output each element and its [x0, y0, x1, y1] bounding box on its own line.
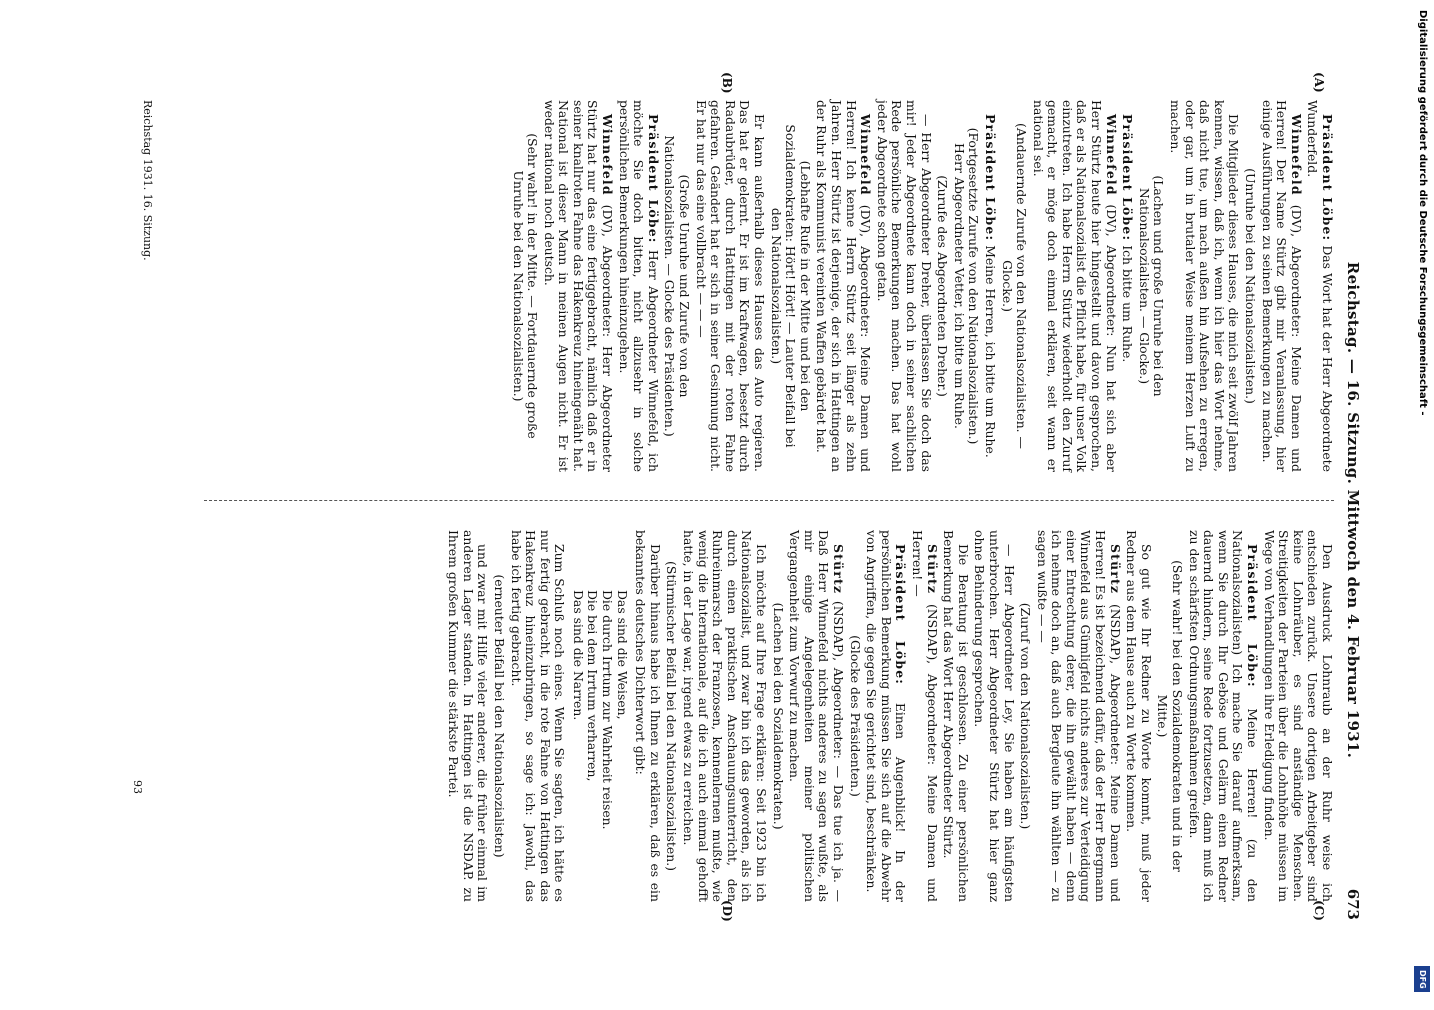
paragraph-text: (DV), Abgeordneter: Meine Damen und Herren! Der Name Stürtz gibt mir Veranlassung, hier einige Ausführungen zu seinen Bemerkungen zu machen. — [1259, 100, 1304, 472]
speaker-name: Präsident Löbe: — [893, 544, 909, 686]
interjection — [847, 548, 862, 884]
speech-paragraph — [787, 530, 845, 902]
speaker-name: Präsident Löbe: — [982, 114, 998, 242]
paragraph-text: (Sehr wahr! bei den Sozialdemokraten und in der Mitte.) — [1155, 560, 1186, 872]
margin-letter-c: (C) — [1312, 900, 1326, 921]
interjection — [951, 118, 980, 454]
interjection — [510, 118, 539, 454]
paragraph-text: (Unruhe bei den Nationalsozialisten.) — [1243, 168, 1259, 404]
paragraph-text: Meine Herren! (zu den Nationalsozialisten) Ich mache Sie darauf aufmerksam, wenn Sie durch Ihr Geböse und Gelärm einen Redner dauernd hindern, seine Rede fortzusetzen, dann muß ich zu den schärfsten Ordnungsmaßnahmen greifen. — [1186, 530, 1261, 902]
speaker-name: Stürtz — [924, 544, 940, 595]
paragraph-text: Darüber hinaus habe ich Ihnen zu erklären, daß es ein bekanntes deutsches Dichterwort gibt: — [633, 530, 663, 902]
poem-line: Das sind die Narren. — [570, 590, 586, 721]
interjection — [1242, 118, 1257, 454]
page-header-title: Reichstag. — 16. Sitzung. Mittwoch den 4. Februar 1931. — [1344, 261, 1362, 759]
poem-line: Die bei dem Irrtum verharren, — [585, 590, 601, 782]
text-paragraph — [972, 530, 1016, 902]
paragraph-text: Zum Schluß noch eines. Wenn Sie sagten, ich hätte es nur fertig gebracht, in die rote Fahne von Hattingen das Hakenkreuz hineinzubringen, so sage ich: Jawohl, das habe ich fertig gebracht. — [508, 530, 568, 902]
page-number: 673 — [1344, 888, 1362, 920]
interjection — [662, 118, 691, 454]
paragraph-text: Er kann außerhalb dieses Hauses das Auto regieren. Das hat er gelernt. Er ist im Kraftwagen, besetzt durch Radaubrüder, durch Hattingen mit der roten Fahne gefahren. Geändert hat er sich in seiner Gesinnung nicht. Er hat nur das eine vollbracht — — — — [693, 100, 768, 472]
speech-paragraph — [1259, 100, 1303, 472]
interjection — [768, 118, 812, 454]
text-paragraph — [633, 530, 662, 902]
paragraph-text: (Große Unruhe und Zurufe von den Nationalsozialisten. — Glocke des Präsidenten.) — [662, 135, 693, 437]
speaker-name: Präsident Löbe: — [1120, 114, 1136, 242]
text-paragraph — [1167, 100, 1240, 472]
paragraph-text: (Stürmischer Beifall bei den Nationalsozialisten.) — [664, 561, 680, 871]
paragraph-text: Ich bitte um Ruhe. — [1120, 245, 1136, 363]
speaker-name: Winnefeld — [1288, 114, 1304, 196]
margin-letter-a: (A) — [1312, 72, 1326, 93]
paragraph-text: Meine Herren, ich bitte um Ruhe. — [982, 245, 998, 458]
speaker-name: Präsident Löbe: — [1320, 114, 1335, 242]
speech-paragraph — [1305, 100, 1334, 472]
interjection — [1155, 548, 1184, 884]
speech-paragraph — [1030, 100, 1118, 472]
paragraph-text: (NSDAP), Abgeordneter: — Das tue ich ja. — Daß Herr Winnefeld nichts anderes zu sagen wußte, als mir einige Angelegenheiten meiner politischen Vergangenheit zum Vorwurf zu machen. — [787, 530, 846, 902]
speech-paragraph — [864, 530, 908, 902]
paragraph-text: — Herr Abgeordneter Dreher, überlassen Sie doch das mir! Jeder Abgeordnete kann doch in seiner sachlichen Rede persönliche Bemerkungen machen. Das hat wohl jeder Abgeordnete schon getan. — [874, 100, 934, 472]
speech-paragraph — [1120, 100, 1135, 472]
paragraph-text: (Zurufe des Abgeordneten Dreher.) — [935, 175, 951, 397]
poem-quote — [570, 590, 628, 902]
digitization-credit — [1411, 0, 1433, 1000]
speech-paragraph — [814, 100, 872, 472]
paragraph-text: Einen Augenblick! In der persönlichen Bemerkung müssen Sie sich auf die Abwehr von Angriffen, die gegen Sie gerichtet sind, beschränken. — [864, 530, 909, 902]
margin-letter-d: (D) — [720, 900, 734, 922]
paragraph-text: (DV), Abgeordneter: Nun hat sich aber Herr Stürtz heute hier hingestellt und davon gesprochen, daß er als Nationalsozialist die Pflicht habe, für unser Volk einzutreten. Ich habe Herrn Stürtz wiederholt den Zuruf gemacht, er möge doch einmal erklären, seit wann er national sei. — [1030, 100, 1119, 472]
speaker-name: Präsident Löbe: — [645, 114, 661, 244]
paragraph-text: und zwar mit Hilfe vieler anderer, die früher einmal im anderen Lager standen. In Hattingen ist die NSDAP. zu Ihrem großen Kummer die stärkste Partei. — [446, 530, 491, 902]
speech-paragraph — [541, 100, 614, 472]
paragraph-text: (NSDAP), Abgeordneter: Meine Damen und Herren! — — [909, 530, 940, 902]
speech-paragraph — [909, 530, 938, 902]
speaker-name: Winnefeld — [858, 114, 874, 196]
speaker-name: Winnefeld — [1103, 114, 1119, 196]
interjection — [491, 548, 506, 884]
credit-text: Digitalisierung gefördert durch die Deutsche Forschungsgemeinschaft - — [1417, 10, 1428, 416]
paragraph-text: (DV), Abgeordneter: Meine Damen und Herren! Ich kenne Herrn Stürtz seit länger als zehn Jahren. Herr Stürtz ist derjenige, der sich in Hattingen an der Ruhr als Kommunist vereinten Waffen gebärdet hat. — [814, 100, 874, 472]
margin-letter-b: (B) — [720, 72, 734, 94]
poem-line: Das sind die Weisen, — [614, 590, 630, 720]
footer-page-number: 93 — [131, 780, 144, 794]
paragraph-text: (Lachen und große Unruhe bei den Nationalsozialisten. — Glocke.) — [1136, 175, 1167, 397]
paragraph-text: Das Wort hat der Herr Abgeordnete Wunderfeld. — [1305, 100, 1335, 472]
text-paragraph — [680, 530, 768, 902]
footer-left: Reichstag 1931. 16. Sitzung. — [141, 100, 154, 261]
speaker-name: Stürtz — [1107, 544, 1123, 595]
paragraph-text: (erneuter Beifall bei den Nationalsozialisten) — [491, 574, 507, 858]
speech-paragraph — [982, 100, 997, 472]
paragraph-text: (Glocke des Präsidenten.) — [847, 635, 863, 797]
text-paragraph — [446, 530, 490, 902]
speaker-name: Stürtz — [831, 544, 846, 595]
paragraph-text: (Zuruf von den Nationalsozialisten.) — [1018, 602, 1034, 830]
dfg-logo: DFG — [1414, 966, 1430, 992]
paragraph-text: Herr Abgeordneter Winnefeld, ich möchte Sie doch bitten, nicht allzusehr in solche persönlichen Bemerkungen hineinzugehen. — [616, 100, 661, 472]
paragraph-text: (Lebhafte Rufe in der Mitte und bei den Sozialdemokraten: Hört! Hört! — Lauter Beifall bei den Nationalsozialisten.) — [768, 124, 813, 448]
speech-paragraph — [1034, 530, 1122, 902]
speaker-name: Präsident Löbe: — [1245, 544, 1261, 688]
interjection — [935, 118, 950, 454]
interjection — [770, 548, 785, 884]
speech-paragraph — [616, 100, 660, 472]
interjection — [1136, 118, 1165, 454]
text-paragraph — [693, 100, 766, 472]
interjection — [999, 118, 1028, 454]
paragraph-text: — Herr Abgeordneter Ley, Sie haben am häufigsten unterbrochen. Herr Abgeordneter Stürtz hat hier ganz ohne Behinderung gesprochen. — [972, 530, 1017, 902]
column-divider — [204, 500, 1334, 501]
paragraph-text: (NSDAP), Abgeordneter: Meine Damen und Herren! Es ist bezeichnend dafür, daß der Herr Bergmann Winnefeld aus Gümligfeld nichts anderes zur Verteidigung einer Entrechtung derer, die ihn gewählt haben — denn ich nehme doch an, daß auch Bergleute ihn wählten — zu sagen wußte — — — [1034, 530, 1123, 902]
paragraph-text: (Fortgesetzte Zurufe von den Nationalsozialisten.) Herr Abgeordneter Vetter, ich bitte um Ruhe. — [951, 127, 982, 445]
text-paragraph — [874, 100, 932, 472]
interjection — [1018, 548, 1033, 884]
paragraph-text: Die Beratung ist geschlossen. Zu einer persönlichen Bemerkung hat das Wort Herr Abgeordneter Stürtz. — [941, 530, 971, 902]
paragraph-text: (Lachen bei den Sozialdemokraten.) — [770, 602, 786, 830]
text-paragraph — [1261, 530, 1334, 902]
paragraph-text: Die Mitglieder dieses Hauses, die mich seit zwölf Jahren kennen, wissen, daß ich, wenn ich hier das Wort nehme, daß nicht tue, um nach außen hin Aufsehen zu erregen, oder gar, um in brutaler Weise meinem Herzen Luft zu machen. — [1168, 100, 1242, 472]
poem-line: Die durch Irrtum zur Wahrheit reisen. — [600, 590, 616, 830]
paragraph-text: (Sehr wahr! in der Mitte. — Fortdauernde große Unruhe bei den Nationalsozialisten.) — [510, 133, 541, 439]
paragraph-text: (Andauernde Zurufe von den Nationalsozialisten. — Glocke.) — [999, 123, 1030, 449]
speaker-name: Winnefeld — [600, 114, 616, 196]
right-text-column — [444, 530, 1334, 902]
paragraph-text: Ich möchte auf Ihre Frage erklären: Seit 1923 bin ich Nationalsozialist, und zwar bin ich das geworden, als ich durch einen praktischen Anschauungsunterricht, den Ruhreinmarsch der Franzosen, kennenlernen mußte, wie wenig die Internationale, auf die ich auch einmal gehofft hatte, in der Lage war, irgend etwas zu erreichen. — [681, 530, 770, 902]
text-paragraph — [1124, 530, 1153, 902]
left-text-column — [508, 100, 1334, 472]
paragraph-text: (DV), Abgeordneter: Herr Abgeordneter Stürtz hat nur das eine fertiggebracht, nämlich daß er in seiner knallroten Fahne das Hakenkreuz hineingenäht hat. National ist dieser Mann in meinen Augen nicht. Er ist weder national noch deutsch. — [541, 100, 616, 472]
paragraph-text: So gut wie Ihr Redner zu Worte kommt, muß jeder Redner aus dem Hause auch zu Worte kommen. — [1124, 530, 1154, 902]
text-paragraph — [508, 530, 566, 902]
paragraph-text: Den Ausdruck Lohnraub an der Ruhr weise ich entschieden zurück. Unsere dortigen Arbeitgeber sind keine Lohnräuber, es sind anständige Menschen. Streitigkeiten der Parteien über die Lohnhöhe müssen im Wege von Verhandlungen ihre Erledigung finden. — [1261, 530, 1335, 902]
speech-paragraph — [1186, 530, 1259, 902]
interjection — [664, 548, 679, 884]
text-paragraph — [941, 530, 970, 902]
